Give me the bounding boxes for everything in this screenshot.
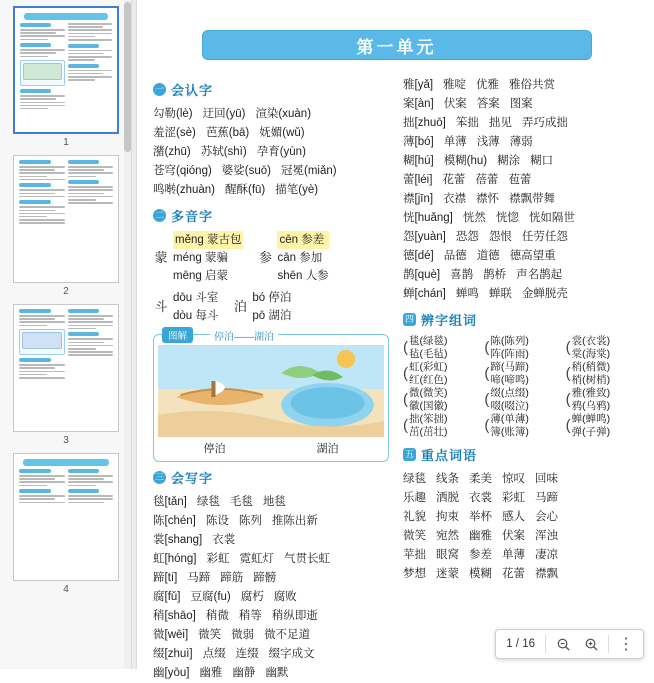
char-entry: 鹊[què] <box>403 269 441 281</box>
word-cell: 孕育(yùn) <box>256 146 306 158</box>
thumbnail-preview <box>14 156 118 282</box>
polyphone-reading: dòu 每斗 <box>173 310 219 322</box>
word-cell: 花蕾 <box>442 174 466 186</box>
list-item <box>403 95 639 114</box>
list-item <box>153 607 389 626</box>
polyphone-reading: méng 蒙骗 <box>173 252 228 264</box>
word-cell: 幽默 <box>265 667 289 679</box>
sidebar-scrollbar-thumb[interactable] <box>124 2 131 152</box>
word-cell: 毛毯 <box>229 496 253 508</box>
word-cell: 会心 <box>535 511 558 523</box>
list-item <box>153 588 389 607</box>
char-entry: 怨[yuàn] <box>403 231 446 243</box>
word-cell: 伏案 <box>443 98 467 110</box>
word-cell: 薄弱 <box>509 136 533 148</box>
word-pair: ( 拙(笨拙) 茁(茁壮) <box>403 413 448 438</box>
word-cell: 答案 <box>476 98 500 110</box>
list-item <box>153 181 389 200</box>
word-cell: 霓虹灯 <box>239 553 274 565</box>
thumbnail-page-3[interactable] <box>13 304 119 432</box>
word-cell: 点缀 <box>202 648 226 660</box>
word-cell: 幽雅 <box>469 530 492 542</box>
word-cell: 微笑 <box>403 530 426 542</box>
word-cell: 绿毯 <box>196 496 220 508</box>
thumbnail-list <box>0 0 131 598</box>
list-item <box>403 527 639 546</box>
word-pair: ( 薄(单薄) 簿(账簿) <box>484 413 529 438</box>
word-cell: 举杯 <box>469 511 492 523</box>
word-cell: 梦想 <box>403 568 426 580</box>
thumbnail-preview <box>15 8 117 132</box>
word-cell: 衣襟 <box>443 193 467 205</box>
word-cell: 连缀 <box>235 648 259 660</box>
word-cell: 浅薄 <box>476 136 500 148</box>
list-item <box>403 171 639 190</box>
list-item <box>403 114 639 133</box>
polyphone-reading: cēn 参差 <box>277 231 328 249</box>
toolbar-divider <box>608 635 609 653</box>
word-cell: 图案 <box>509 98 533 110</box>
word-cell: 怨恨 <box>488 231 512 243</box>
word-cell: 鹊桥 <box>483 269 507 281</box>
word-cell: 惊叹 <box>502 473 525 485</box>
list-item <box>153 569 389 588</box>
polyphone-entry <box>232 289 291 325</box>
word-cell: 微笑 <box>198 629 222 641</box>
word-cell: 雅啶 <box>443 79 467 91</box>
word-cell: 渲染(xuàn) <box>255 108 312 120</box>
word-cell: 稍微 <box>205 610 229 622</box>
word-cell: 襟飘 <box>535 568 558 580</box>
section-header-zhong-dian-ci-yu <box>403 445 639 464</box>
char-entry: 糊[hú] <box>403 155 434 167</box>
char-entry: 案[àn] <box>403 98 434 110</box>
polyphone-reading: cān 参加 <box>277 252 323 264</box>
word-cell: 伏案 <box>502 530 525 542</box>
word-cell: 声名鹊起 <box>516 269 563 281</box>
thumbnail-sidebar[interactable] <box>0 0 132 669</box>
word-cell: 回味 <box>535 473 558 485</box>
word-cell: 线条 <box>436 473 459 485</box>
char-entry: 缀[zhuì] <box>153 648 193 660</box>
word-cell: 糊涂 <box>497 155 521 167</box>
list-item <box>153 664 389 683</box>
word-cell: 恍如隔世 <box>528 212 575 224</box>
illustration-caption-right: 湖泊 <box>316 443 339 455</box>
thumbnail-item[interactable] <box>0 155 132 300</box>
word-cell: 乐趣 <box>403 492 426 504</box>
section-header-duo-yin-zi <box>153 206 389 225</box>
word-cell: 豆腐(fu) <box>190 591 231 603</box>
zoom-out-icon[interactable] <box>552 633 574 655</box>
word-cell: 模糊 <box>469 568 492 580</box>
section-badge-icon: 二 <box>154 210 164 220</box>
word-cell: 醒酥(fū) <box>225 184 266 196</box>
word-cell: 推陈出新 <box>271 515 318 527</box>
list-item <box>153 493 389 512</box>
word-cell: 礼貌 <box>403 511 426 523</box>
list-item <box>403 546 639 565</box>
list-item <box>403 285 639 304</box>
word-pair: ( 微(微笑) 徽(国徽) <box>403 387 448 412</box>
word-cell: 微不足道 <box>264 629 311 641</box>
word-cell: 模糊(hu) <box>443 155 488 167</box>
mini-title-bar <box>23 459 109 466</box>
list-item <box>153 550 389 569</box>
word-cell: 恍然 <box>462 212 486 224</box>
word-cell: 笨拙 <box>455 117 479 129</box>
char-entry: 微[wēi] <box>153 629 189 641</box>
word-cell: 妩媚(wǔ) <box>259 127 305 139</box>
word-cell: 任劳任怨 <box>521 231 568 243</box>
word-cell: 微弱 <box>231 629 255 641</box>
list-item <box>403 508 639 527</box>
section-header-hui-ren-zi <box>153 80 389 99</box>
char-entry: 裳[shang] <box>153 534 203 546</box>
polyphone-reading: shēn 人参 <box>277 270 329 282</box>
char-entry: 拙[zhuō] <box>403 117 446 129</box>
list-item <box>153 626 389 645</box>
word-cell: 浑浊 <box>535 530 558 542</box>
word-cell: 描笔(yè) <box>275 184 319 196</box>
char-entry: 幽[yōu] <box>153 667 190 679</box>
section-title: 重点词语 <box>421 448 478 463</box>
list-item <box>403 470 639 489</box>
word-cell: 冠冕(miǎn) <box>281 165 337 177</box>
word-cell: 苞蕾 <box>508 174 532 186</box>
magnifier-plus-icon <box>584 637 599 652</box>
list-item <box>403 152 639 171</box>
more-options-icon[interactable]: ⋮ <box>618 636 634 653</box>
magnifier-minus-icon <box>556 637 571 652</box>
list-item <box>403 489 639 508</box>
left-column <box>153 74 389 683</box>
word-cell: 马蹄 <box>535 492 558 504</box>
right-char-list <box>403 76 639 304</box>
word-cell: 迂回(yū) <box>202 108 246 120</box>
word-cell: 马蹄 <box>187 572 211 584</box>
polyphone-entry <box>257 231 328 285</box>
word-cell: 婆娑(suō) <box>221 165 271 177</box>
word-cell: 稍纵即逝 <box>271 610 318 622</box>
thumbnail-page-1[interactable] <box>13 6 119 134</box>
thumbnail-label: 3 <box>63 435 69 446</box>
word-cell: 蹄筋 <box>220 572 244 584</box>
hui-xie-zi-list <box>153 493 389 683</box>
zhong-dian-ci-yu-list <box>403 470 639 584</box>
word-cell: 羞涩(sè) <box>153 127 196 139</box>
polyphone-reading: pō 湖泊 <box>252 310 292 322</box>
char-entry: 雅[yǎ] <box>403 79 434 91</box>
word-cell: 喜鹊 <box>450 269 474 281</box>
duo-yin-zi-table <box>153 231 389 326</box>
thumbnail-label: 4 <box>63 584 69 595</box>
word-cell: 衣裳 <box>212 534 236 546</box>
section-title: 多音字 <box>171 209 214 224</box>
word-cell: 苍穹(qióng) <box>153 165 212 177</box>
polyphone-char: 斗 <box>154 299 168 314</box>
char-entry: 陈[chén] <box>153 515 196 527</box>
char-entry: 薄[bó] <box>403 136 434 148</box>
word-cell: 绿毯 <box>403 473 426 485</box>
word-cell: 苹拙 <box>403 549 426 561</box>
bian-zi-zu-ci-grid <box>403 335 639 439</box>
section-title: 会写字 <box>171 471 214 486</box>
word-cell: 恐怨 <box>455 231 479 243</box>
word-pair: ( 雅(雅致) 鸦(乌鸦) <box>565 387 611 412</box>
section-badge-icon: 一 <box>154 84 164 94</box>
word-pair: ( 蹄(马蹄) 啼(啼鸣) <box>484 361 529 386</box>
list-item <box>153 124 389 143</box>
word-pair: ( 裳(衣裳) 棠(海棠) <box>565 335 611 360</box>
page-title: 第一单元 <box>202 30 592 60</box>
word-cell: 气贯长虹 <box>283 553 330 565</box>
word-cell: 单薄 <box>502 549 525 561</box>
polyphone-entry <box>153 231 243 285</box>
char-entry: 蕾[léi] <box>403 174 433 186</box>
word-cell: 迷蒙 <box>436 568 459 580</box>
word-cell: 糊口 <box>530 155 554 167</box>
word-cell: 勾勒(lè) <box>153 108 193 120</box>
word-pair: ( 陈(陈列) 阵(阵雨) <box>484 335 529 360</box>
thumbnail-preview <box>14 305 118 431</box>
polyphone-reading: dōu 斗室 <box>173 292 219 304</box>
section-badge-icon: 五 <box>404 449 414 459</box>
word-cell: 金蝉脱壳 <box>521 288 568 300</box>
polyphone-reading: bó 停泊 <box>252 292 292 304</box>
section-header-bian-zi-zu-ci <box>403 310 639 329</box>
sidebar-scrollbar-track[interactable] <box>124 0 131 669</box>
polyphone-char: 参 <box>258 250 272 265</box>
list-item <box>153 162 389 181</box>
word-cell: 陈列 <box>238 515 262 527</box>
word-cell: 苏轼(shì) <box>200 146 247 158</box>
word-cell: 蝉联 <box>488 288 512 300</box>
char-entry: 毯[tǎn] <box>153 496 187 508</box>
word-pair: ( 蝉(蝉鸣) 弹(子弹) <box>565 413 611 438</box>
word-cell: 陈设 <box>205 515 229 527</box>
word-pair: ( 毯(绿毯) 毡(毛毡) <box>403 335 448 360</box>
polyphone-reading: mēng 启蒙 <box>173 270 228 282</box>
section-title: 辨字组词 <box>421 313 478 328</box>
list-item <box>403 387 639 413</box>
word-cell: 襟怀 <box>476 193 500 205</box>
hui-ren-zi-list <box>153 105 389 200</box>
thumbnail-page-2[interactable] <box>13 155 119 283</box>
thumbnail-label: 1 <box>63 137 69 148</box>
thumbnail-label: 2 <box>63 286 69 297</box>
char-entry: 襟[jīn] <box>403 193 434 205</box>
polyphone-char: 蒙 <box>154 250 168 265</box>
word-cell: 品德 <box>443 250 467 262</box>
word-cell: 蹄髈 <box>253 572 277 584</box>
word-cell: 幽雅 <box>199 667 223 679</box>
word-cell: 道德 <box>476 250 500 262</box>
word-cell: 凄凉 <box>535 549 558 561</box>
word-cell: 幽静 <box>232 667 256 679</box>
char-entry: 稍[shāo] <box>153 610 196 622</box>
right-column <box>403 74 639 683</box>
word-pair: ( 稍(稍微) 梢(树梢) <box>565 361 611 386</box>
word-cell: 雅俗共赏 <box>509 79 556 91</box>
illustration-image <box>158 345 384 437</box>
word-cell: 优雅 <box>476 79 500 91</box>
illustration-tag: 图解 <box>162 327 193 343</box>
word-cell: 参差 <box>469 549 492 561</box>
word-cell: 柔美 <box>469 473 492 485</box>
section-title: 会认字 <box>171 83 214 98</box>
word-cell: 潴(zhū) <box>153 146 191 158</box>
illustration-caption-title: 停泊——湖泊 <box>210 327 278 344</box>
list-item <box>403 565 639 584</box>
word-cell: 拙见 <box>488 117 512 129</box>
list-item <box>403 247 639 266</box>
word-cell: 腐败 <box>273 591 297 603</box>
word-cell: 鸣啭(zhuàn) <box>153 184 215 196</box>
list-item <box>153 512 389 531</box>
thumbnail-item[interactable] <box>0 304 132 449</box>
word-cell: 感人 <box>502 511 525 523</box>
page-indicator: 1 / 16 <box>506 638 535 650</box>
illustration-caption-left: 停泊 <box>203 443 226 455</box>
section-badge-icon: 三 <box>154 472 164 482</box>
word-cell: 彩虹 <box>206 553 230 565</box>
illustration-captions <box>158 437 384 457</box>
word-cell: 恍惚 <box>495 212 519 224</box>
list-item <box>403 266 639 285</box>
word-cell: 襟飘带舞 <box>509 193 556 205</box>
viewer-toolbar[interactable] <box>495 629 644 659</box>
thumbnail-item[interactable] <box>0 453 132 598</box>
list-item <box>403 76 639 95</box>
list-item <box>403 413 639 439</box>
word-cell: 花蕾 <box>502 568 525 580</box>
list-item <box>403 361 639 387</box>
polyphone-reading: měng 蒙古包 <box>173 231 243 249</box>
polyphone-entry <box>153 289 218 325</box>
section-badge-icon: 四 <box>404 314 414 324</box>
word-cell: 德高望重 <box>509 250 556 262</box>
word-cell: 单薄 <box>443 136 467 148</box>
list-item <box>403 228 639 247</box>
char-entry: 腐[fǔ] <box>153 591 181 603</box>
toolbar-divider <box>545 635 546 653</box>
polyphone-char: 泊 <box>233 299 247 314</box>
word-cell: 稍等 <box>238 610 262 622</box>
word-cell: 弄巧成拙 <box>521 117 568 129</box>
word-cell: 眼窝 <box>436 549 459 561</box>
word-cell: 宛然 <box>436 530 459 542</box>
illustration-box <box>153 331 389 462</box>
word-cell: 蓓蕾 <box>475 174 499 186</box>
char-entry: 蝉[chán] <box>403 288 446 300</box>
char-entry: 恍[huǎng] <box>403 212 453 224</box>
word-cell: 彩虹 <box>502 492 525 504</box>
word-pair: ( 缀(点缀) 啜(啜泣) <box>484 387 529 412</box>
word-cell: 腐朽 <box>240 591 264 603</box>
list-item <box>403 209 639 228</box>
page-viewer[interactable] <box>137 0 654 679</box>
list-item <box>153 105 389 124</box>
list-item <box>403 190 639 209</box>
word-cell: 衣裳 <box>469 492 492 504</box>
word-cell: 芭蕉(bā) <box>205 127 250 139</box>
section-header-hui-xie-zi <box>153 468 389 487</box>
word-cell: 缀字成文 <box>268 648 315 660</box>
word-cell: 地毯 <box>262 496 286 508</box>
word-cell: 洒脱 <box>436 492 459 504</box>
word-cell: 蝉鸣 <box>455 288 479 300</box>
thumbnail-item[interactable] <box>0 6 132 151</box>
char-entry: 虹[hóng] <box>153 553 197 565</box>
char-entry: 蹄[tí] <box>153 572 178 584</box>
list-item <box>153 531 389 550</box>
list-item <box>153 143 389 162</box>
boat-lake-illustration-icon <box>158 345 384 437</box>
mini-title-bar <box>24 13 108 20</box>
list-item <box>403 133 639 152</box>
thumbnail-page-4[interactable] <box>13 453 119 581</box>
list-item <box>403 335 639 361</box>
document-page <box>137 0 654 679</box>
zoom-in-icon[interactable] <box>580 633 602 655</box>
thumbnail-preview <box>14 454 118 580</box>
word-cell: 拘束 <box>436 511 459 523</box>
char-entry: 德[dé] <box>403 250 434 262</box>
list-item <box>153 645 389 664</box>
word-pair: ( 虹(彩虹) 红(红色) <box>403 361 448 386</box>
